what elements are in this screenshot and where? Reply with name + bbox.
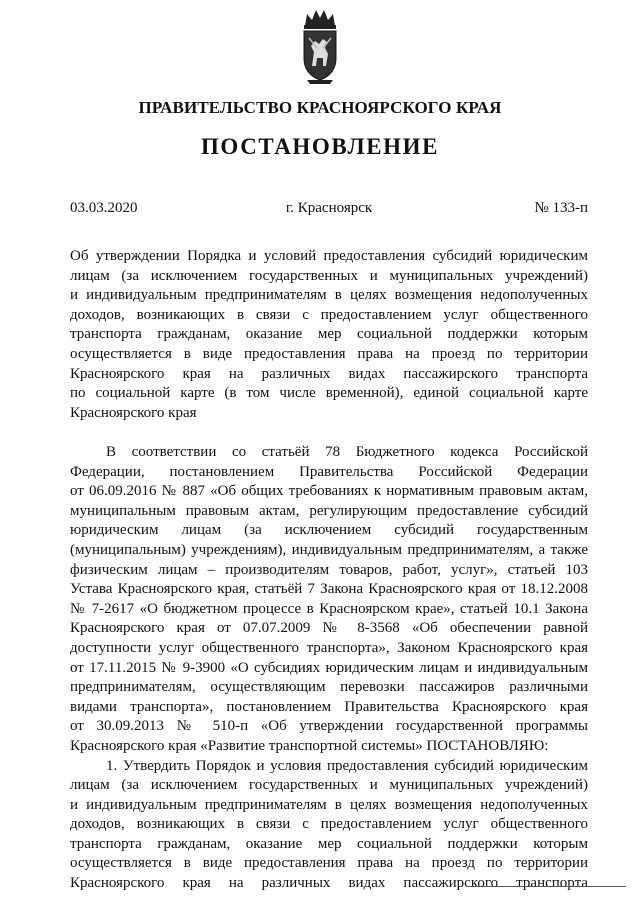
subject-line: Об утверждении Порядка и условий предоставления субсидий юридическим	[70, 248, 588, 264]
subject-line: осуществляется в виде предоставления права на проезд по территории	[70, 345, 588, 362]
body-line: 1. Утвердить Порядок и условия предоставления субсидий юридическим	[106, 757, 588, 774]
body-line: Красноярского края на различных видах пассажирского транспорта	[70, 875, 588, 892]
body-line: видами транспорта», постановлением Правительства Красноярского края	[70, 698, 588, 715]
document-number: № 133-п	[534, 200, 588, 216]
document-subject	[70, 247, 588, 423]
body-line: Федерации, постановлением Правительства Российской Федерации	[70, 463, 588, 480]
subject-line: доходов, возникающих в связи с предоставлением услуг общественного	[70, 306, 588, 323]
subject-line: лицам (за исключением государственных и муниципальных учреждений)	[70, 267, 588, 284]
body-line: Красноярского края «Развитие транспортной системы» ПОСТАНОВЛЯЮ:	[70, 737, 549, 754]
krasnoyarsk-coat-of-arms-icon	[295, 8, 345, 86]
footer-divider	[466, 886, 626, 888]
body-line: от 17.11.2015 № 9-3900 «О субсидиях юридическим лицам и индивидуальным	[70, 659, 588, 676]
body-line: осуществляется в виде предоставления права на проезд по территории	[70, 855, 588, 872]
body-line: и индивидуальным предпринимателям в целях возмещения недополученных	[70, 796, 588, 813]
subject-line: Красноярского края на различных видах пассажирского транспорта	[70, 365, 588, 382]
document-meta-row	[70, 200, 588, 222]
document-city: г. Красноярск	[285, 200, 373, 216]
subject-line: Красноярского края	[70, 404, 197, 421]
government-title: ПРАВИТЕЛЬСТВО КРАСНОЯРСКОГО КРАЯ	[138, 98, 502, 117]
body-line: от 30.09.2013 № 510-п «Об утверждении государственной программы	[70, 718, 588, 735]
body-line: доходов, возникающих в связи с предоставлением услуг общественного	[70, 816, 588, 833]
body-line: транспорта гражданам, оказание мер социальной поддержки которым	[70, 835, 588, 852]
body-line: (муниципальным) учреждениям), индивидуальным предпринимателям, а также	[70, 541, 588, 558]
subject-line: и индивидуальным предпринимателям в целях возмещения недополученных	[70, 287, 588, 304]
body-line: физическим лицам – производителям товаров, работ, услуг», статьей 103	[70, 561, 588, 578]
document-type-title: ПОСТАНОВЛЕНИЕ	[200, 134, 440, 159]
body-line: предпринимателям, осуществляющим перевозки пассажиров различными	[70, 679, 588, 696]
subject-line: транспорта гражданам, оказание мер социальной поддержки которым	[70, 326, 588, 343]
document-body	[70, 443, 588, 894]
body-line: № 7-2617 «О бюджетном процессе в Красноярском крае», статьей 10.1 Закона	[70, 600, 588, 617]
body-line: юридическим лицам (за исключением субсидий государственным	[70, 522, 588, 539]
subject-line: по социальной карте (в том числе временной), единой социальной карте	[70, 385, 588, 402]
body-line: доступности услуг общественного транспорта», Законом Красноярского края	[70, 639, 588, 656]
document-date: 03.03.2020	[70, 200, 138, 216]
body-line: муниципальным правовым актам, регулирующим предоставление субсидий	[70, 502, 588, 519]
body-line: Красноярского края от 07.07.2009 № 8-3568 «Об обеспечении равной	[70, 620, 588, 637]
body-line: от 06.09.2016 № 887 «Об общих требованиях к нормативным правовым актам,	[70, 483, 588, 500]
body-line: Устава Красноярского края, статьёй 7 Закона Красноярского края от 18.12.2008	[70, 581, 588, 598]
body-line: В соответствии со статьёй 78 Бюджетного кодекса Российской	[106, 444, 588, 460]
body-line: лицам (за исключением государственных и муниципальных учреждений)	[70, 777, 588, 794]
